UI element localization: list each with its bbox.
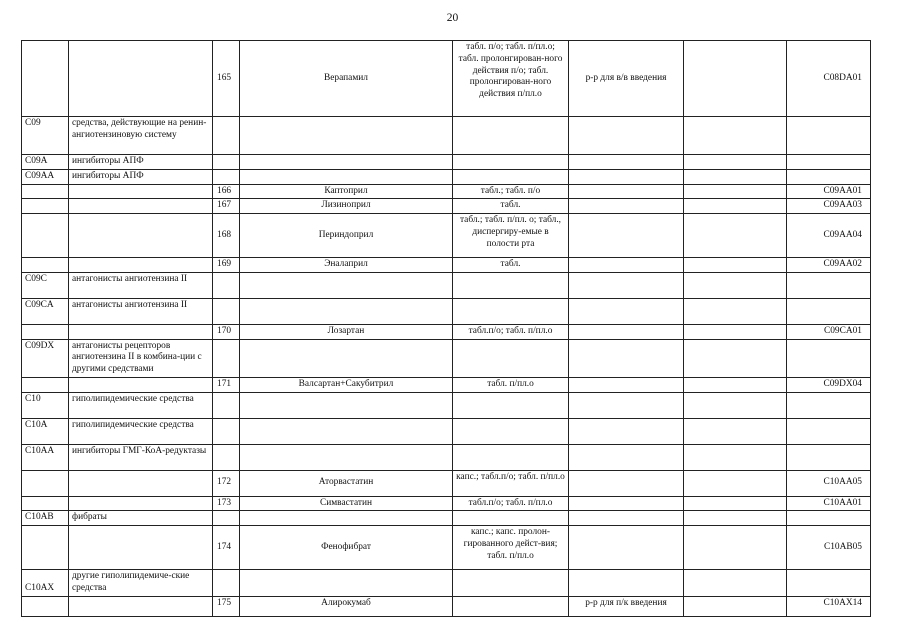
table-row xyxy=(22,339,871,377)
drug-name: Алирокумаб xyxy=(240,596,453,616)
dosage-forms: табл.; табл. п/о xyxy=(453,184,569,199)
dosage-forms: табл. xyxy=(453,258,569,273)
drug-name xyxy=(240,339,453,377)
atc-code: C09AA04 xyxy=(787,214,871,258)
row-number: 170 xyxy=(213,324,240,339)
blank-cell xyxy=(684,526,787,570)
atc-code xyxy=(787,169,871,184)
drug-name: Периндоприл xyxy=(240,214,453,258)
atc-group-code: C09AA xyxy=(22,169,69,184)
drug-name xyxy=(240,117,453,155)
drug-name: Лозартан xyxy=(240,324,453,339)
blank-cell xyxy=(684,298,787,324)
blank-cell xyxy=(684,117,787,155)
atc-code xyxy=(787,570,871,597)
dosage-forms xyxy=(453,418,569,444)
table-row xyxy=(22,169,871,184)
drug-name: Лизиноприл xyxy=(240,199,453,214)
blank-cell xyxy=(684,155,787,170)
atc-group-code xyxy=(22,214,69,258)
atc-code: C09DX04 xyxy=(787,377,871,392)
drug-name: Эналаприл xyxy=(240,258,453,273)
group-description xyxy=(69,324,213,339)
row-number xyxy=(213,444,240,470)
atc-group-code: C09CA xyxy=(22,298,69,324)
atc-code: C09AA01 xyxy=(787,184,871,199)
atc-group-code xyxy=(22,526,69,570)
drug-name: Симвастатин xyxy=(240,496,453,511)
group-description xyxy=(69,184,213,199)
table-row xyxy=(22,214,871,258)
atc-group-code xyxy=(22,199,69,214)
atc-code: C09AA02 xyxy=(787,258,871,273)
atc-code: C09AA03 xyxy=(787,199,871,214)
atc-code xyxy=(787,511,871,526)
dosage-forms xyxy=(453,117,569,155)
extra-dosage-form xyxy=(569,377,684,392)
atc-group-code: C09C xyxy=(22,272,69,298)
group-description: ингибиторы АПФ xyxy=(69,155,213,170)
atc-code xyxy=(787,298,871,324)
row-number xyxy=(213,272,240,298)
atc-group-code: C10 xyxy=(22,392,69,418)
drug-name xyxy=(240,272,453,298)
blank-cell xyxy=(684,418,787,444)
table-row xyxy=(22,418,871,444)
atc-code: C09CA01 xyxy=(787,324,871,339)
blank-cell xyxy=(684,324,787,339)
drug-name xyxy=(240,169,453,184)
dosage-forms xyxy=(453,339,569,377)
blank-cell xyxy=(684,41,787,117)
dosage-forms xyxy=(453,392,569,418)
dosage-forms xyxy=(453,155,569,170)
row-number: 175 xyxy=(213,596,240,616)
drug-name xyxy=(240,570,453,597)
table-row xyxy=(22,377,871,392)
atc-code: C10AA05 xyxy=(787,470,871,496)
table-row xyxy=(22,41,871,117)
extra-dosage-form xyxy=(569,169,684,184)
drug-name xyxy=(240,444,453,470)
page-number: 20 xyxy=(446,12,459,24)
group-description xyxy=(69,199,213,214)
row-number: 172 xyxy=(213,470,240,496)
atc-code xyxy=(787,155,871,170)
table-row xyxy=(22,570,871,597)
atc-code: C08DA01 xyxy=(787,41,871,117)
extra-dosage-form xyxy=(569,470,684,496)
atc-code xyxy=(787,339,871,377)
extra-dosage-form xyxy=(569,298,684,324)
extra-dosage-form xyxy=(569,258,684,273)
group-description xyxy=(69,526,213,570)
extra-dosage-form xyxy=(569,199,684,214)
group-description: гиполипидемические средства xyxy=(69,392,213,418)
table-row xyxy=(22,117,871,155)
extra-dosage-form xyxy=(569,511,684,526)
atc-group-code: C09 xyxy=(22,117,69,155)
group-description xyxy=(69,470,213,496)
dosage-forms: табл. xyxy=(453,199,569,214)
table-row xyxy=(22,272,871,298)
group-description: средства, действующие на ренин-ангиотензиновую систему xyxy=(69,117,213,155)
blank-cell xyxy=(684,339,787,377)
table-row xyxy=(22,324,871,339)
atc-code xyxy=(787,444,871,470)
table-row xyxy=(22,155,871,170)
row-number xyxy=(213,339,240,377)
extra-dosage-form xyxy=(569,324,684,339)
dosage-forms xyxy=(453,444,569,470)
extra-dosage-form xyxy=(569,184,684,199)
atc-code: C10AB05 xyxy=(787,526,871,570)
dosage-forms xyxy=(453,511,569,526)
drug-name: Валсартан+Сакубитрил xyxy=(240,377,453,392)
group-description: антагонисты рецепторов ангиотензина II в комбина-ции с другими средствами xyxy=(69,339,213,377)
blank-cell xyxy=(684,214,787,258)
blank-cell xyxy=(684,570,787,597)
blank-cell xyxy=(684,392,787,418)
table-row xyxy=(22,199,871,214)
atc-group-code: C10AA xyxy=(22,444,69,470)
blank-cell xyxy=(684,596,787,616)
table-row xyxy=(22,496,871,511)
group-description xyxy=(69,214,213,258)
atc-group-code xyxy=(22,496,69,511)
group-description: ингибиторы АПФ xyxy=(69,169,213,184)
dosage-forms: табл.п/о; табл. п/пл.о xyxy=(453,324,569,339)
group-description xyxy=(69,496,213,511)
blank-cell xyxy=(684,169,787,184)
dosage-forms xyxy=(453,596,569,616)
atc-group-code: C10AB xyxy=(22,511,69,526)
dosage-forms xyxy=(453,570,569,597)
row-number xyxy=(213,511,240,526)
table-row xyxy=(22,444,871,470)
blank-cell xyxy=(684,511,787,526)
row-number xyxy=(213,418,240,444)
table-row xyxy=(22,184,871,199)
row-number: 174 xyxy=(213,526,240,570)
blank-cell xyxy=(684,199,787,214)
dosage-forms: капс.; табл.п/о; табл. п/пл.о xyxy=(453,470,569,496)
blank-cell xyxy=(684,184,787,199)
blank-cell xyxy=(684,444,787,470)
drug-name xyxy=(240,418,453,444)
atc-group-code xyxy=(22,324,69,339)
atc-group-code xyxy=(22,184,69,199)
table-row xyxy=(22,298,871,324)
atc-group-code: C09DX xyxy=(22,339,69,377)
drug-name xyxy=(240,298,453,324)
table-row xyxy=(22,470,871,496)
blank-cell xyxy=(684,377,787,392)
row-number xyxy=(213,155,240,170)
atc-group-code: C09A xyxy=(22,155,69,170)
extra-dosage-form xyxy=(569,570,684,597)
atc-group-code: C10A xyxy=(22,418,69,444)
drug-name: Верапамил xyxy=(240,41,453,117)
atc-code xyxy=(787,418,871,444)
atc-group-code xyxy=(22,377,69,392)
row-number: 169 xyxy=(213,258,240,273)
row-number: 168 xyxy=(213,214,240,258)
row-number xyxy=(213,117,240,155)
row-number xyxy=(213,298,240,324)
extra-dosage-form xyxy=(569,526,684,570)
atc-group-code xyxy=(22,596,69,616)
table-row xyxy=(22,258,871,273)
dosage-forms xyxy=(453,169,569,184)
extra-dosage-form: р-р для в/в введения xyxy=(569,41,684,117)
row-number xyxy=(213,392,240,418)
table-row xyxy=(22,392,871,418)
extra-dosage-form xyxy=(569,444,684,470)
dosage-forms: табл. п/о; табл. п/пл.о; табл. пролонгирован-ного действия п/о; табл. пролонгирован-ного действия п/пл.о xyxy=(453,41,569,117)
blank-cell xyxy=(684,272,787,298)
dosage-forms xyxy=(453,298,569,324)
group-description: фибраты xyxy=(69,511,213,526)
atc-code: C10AX14 xyxy=(787,596,871,616)
dosage-forms: табл. п/пл.о xyxy=(453,377,569,392)
atc-group-code xyxy=(22,41,69,117)
blank-cell xyxy=(684,470,787,496)
group-description xyxy=(69,596,213,616)
extra-dosage-form xyxy=(569,392,684,418)
group-description xyxy=(69,258,213,273)
group-description: антагонисты ангиотензина II xyxy=(69,272,213,298)
row-number: 173 xyxy=(213,496,240,511)
group-description: другие гиполипидемиче-ские средства xyxy=(69,570,213,597)
atc-group-code xyxy=(22,258,69,273)
drug-name: Каптоприл xyxy=(240,184,453,199)
dosage-forms: табл.п/о; табл. п/пл.о xyxy=(453,496,569,511)
dosage-forms xyxy=(453,272,569,298)
group-description xyxy=(69,377,213,392)
extra-dosage-form xyxy=(569,214,684,258)
table-row xyxy=(22,511,871,526)
extra-dosage-form xyxy=(569,418,684,444)
drug-name: Аторвастатин xyxy=(240,470,453,496)
blank-cell xyxy=(684,496,787,511)
extra-dosage-form xyxy=(569,272,684,298)
blank-cell xyxy=(684,258,787,273)
row-number: 166 xyxy=(213,184,240,199)
atc-code xyxy=(787,272,871,298)
atc-group-code: C10AX xyxy=(22,570,69,597)
row-number xyxy=(213,570,240,597)
row-number: 165 xyxy=(213,41,240,117)
table-row xyxy=(22,596,871,616)
group-description: ингибиторы ГМГ-КоА-редуктазы xyxy=(69,444,213,470)
drug-name xyxy=(240,511,453,526)
extra-dosage-form xyxy=(569,496,684,511)
atc-code xyxy=(787,117,871,155)
group-description: антагонисты ангиотензина II xyxy=(69,298,213,324)
dosage-forms: капс.; капс. пролон-гированного дейст-вия; табл. п/пл.о xyxy=(453,526,569,570)
atc-code: C10AA01 xyxy=(787,496,871,511)
dosage-forms: табл.; табл. п/пл. о; табл., диспергиру-емые в полости рта xyxy=(453,214,569,258)
drug-name: Фенофибрат xyxy=(240,526,453,570)
atc-group-code xyxy=(22,470,69,496)
group-description xyxy=(69,41,213,117)
extra-dosage-form xyxy=(569,117,684,155)
drug-name xyxy=(240,155,453,170)
row-number: 171 xyxy=(213,377,240,392)
extra-dosage-form xyxy=(569,339,684,377)
extra-dosage-form xyxy=(569,155,684,170)
row-number: 167 xyxy=(213,199,240,214)
drug-list-table xyxy=(21,40,871,617)
atc-code xyxy=(787,392,871,418)
group-description: гиполипидемические средства xyxy=(69,418,213,444)
extra-dosage-form: р-р для п/к введения xyxy=(569,596,684,616)
drug-name xyxy=(240,392,453,418)
table-row xyxy=(22,526,871,570)
row-number xyxy=(213,169,240,184)
